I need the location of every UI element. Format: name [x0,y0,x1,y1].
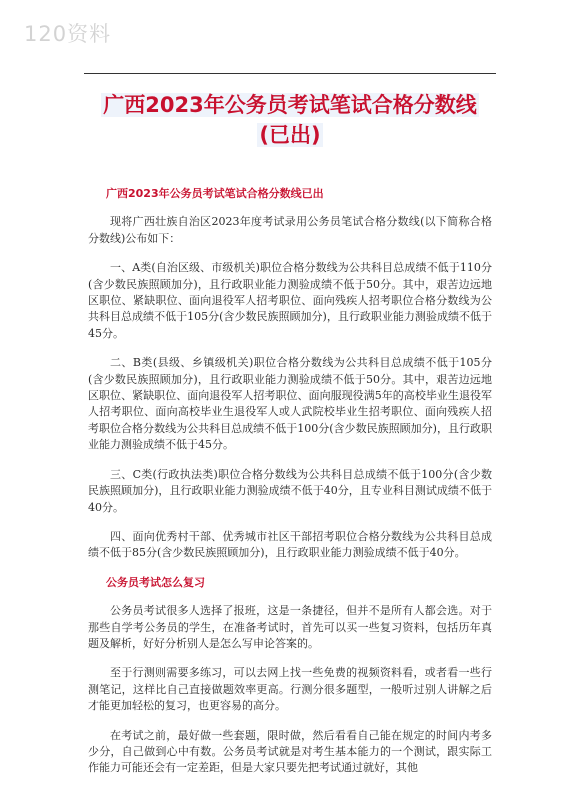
paragraph-category-c: 三、C类(行政执法类)职位合格分数线为公共科目总成绩不低于100分(含少数民族照顾加分)，且行政职业能力测验成绩不低于40分，且专业科目测试成绩不低于40分。 [88,467,492,514]
watermark-logo: 120资料 [24,22,112,46]
paragraph-xingce: 至于行测则需要多练习，可以去网上找一些免费的视频资料看，或者看一些行测笔记，这样比自己直接做题效率更高。行测分很多题型，一般听过别人讲解之后才能更加轻松的复习，也更容易的高分。 [88,666,492,713]
title-line-2: (已出) [259,123,321,147]
article-body [88,186,492,790]
title-line-1: 广西2023年公务员考试笔试合格分数线 [103,93,477,117]
page-title [80,90,500,150]
header-divider [84,73,496,74]
section-heading-scores: 广西2023年公务员考试笔试合格分数线已出 [106,187,324,200]
paragraph-mock-exam: 在考试之前，最好做一些套题，限时做，然后看看自己能在规定的时间内考多少分，自己做到心中有数。公务员考试就是对考生基本能力的一个测试，跟实际工作能力可能还会有一定差距，但是大家只要先把考试通过就好，其他 [88,728,492,775]
paragraph-self-study: 公务员考试很多人选择了报班，这是一条捷径，但并不是所有人都会选。对于那些自学考公务员的学生，在准备考试时，首先可以买一些复习资料，包括历年真题及解析，好好分析别人是怎么写申论答案的。 [88,604,492,650]
paragraph-category-a: 一、A类(自治区级、市级机关)职位合格分数线为公共科目总成绩不低于110分(含少数民族照顾加分)，且行政职业能力测验成绩不低于50分。其中，艰苦边远地区职位、紧缺职位、面向退役军人招考职位、面向残疾人招考职位合格分数线为公共科目总成绩不低于105分(含少数民族照顾加分)，且行政职业能力测验成绩不低于45分。 [88,261,492,340]
paragraph-category-b: 二、B类(县级、乡镇级机关)职位合格分数线为公共科目总成绩不低于105分(含少数民族照顾加分)，且行政职业能力测验成绩不低于50分。其中，艰苦边远地区职位、紧缺职位、面向退役军人招考职位、面向服现役满5年的高校毕业生退役军人招考职位、面向高校毕业生退役军人或人武院校毕业生招考职位、面向残疾人招考职位合格分数线为公共科目总成绩不低于100分(含少数民族照顾加分)，且行政职业能力测验成绩不低于45分。 [88,356,492,452]
section-heading-review: 公务员考试怎么复习 [106,575,205,589]
paragraph-intro: 现将广西壮族自治区2023年度考试录用公务员笔试合格分数线(以下简称合格分数线)公布如下： [88,215,492,245]
paragraph-village-cadre: 四、面向优秀村干部、优秀城市社区干部招考职位合格分数线为公共科目总成绩不低于85分(含少数民族照顾加分)，且行政职业能力测验成绩不低于40分。 [88,529,492,560]
